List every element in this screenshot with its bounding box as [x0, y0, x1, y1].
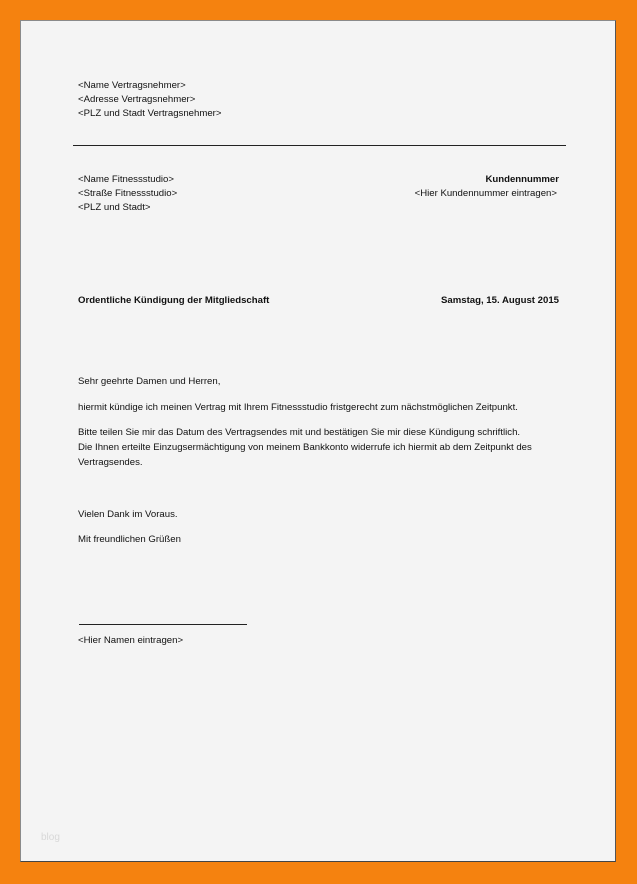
- sender-city: <PLZ und Stadt Vertragsnehmer>: [78, 108, 222, 119]
- salutation: Sehr geehrte Damen und Herren,: [78, 376, 221, 387]
- recipient-street: <Straße Fitnessstudio>: [78, 188, 178, 199]
- letter-date: Samstag, 15. August 2015: [440, 295, 559, 306]
- sender-address: <Adresse Vertragsnehmer>: [78, 94, 196, 105]
- recipient-name: <Name Fitnessstudio>: [78, 174, 174, 185]
- signature-line: [79, 624, 247, 625]
- body-paragraph-2-line-1: Bitte teilen Sie mir das Datum des Vertragsendes mit und bestätigen Sie mir diese Kündigung schriftlich.: [78, 427, 521, 438]
- watermark-text: blog: [41, 832, 60, 843]
- body-paragraph-1: hiermit kündige ich meinen Vertrag mit Ihrem Fitnessstudio fristgerecht zum nächstmöglichen Zeitpunkt.: [78, 402, 518, 413]
- body-paragraph-2-line-3: Vertragsendes.: [78, 457, 143, 468]
- header-divider: [73, 145, 566, 146]
- letter-page: [20, 20, 616, 862]
- body-paragraph-2-line-2: Die Ihnen erteilte Einzugsermächtigung von meinem Bankkonto widerrufe ich hiermit ab dem Zeitpunkt des: [78, 442, 532, 453]
- customer-number-label: Kundennummer: [485, 174, 559, 185]
- subject-title: Ordentliche Kündigung der Mitgliedschaft: [78, 295, 270, 306]
- recipient-city: <PLZ und Stadt>: [78, 202, 151, 213]
- closing-line: Mit freundlichen Grüßen: [78, 534, 181, 545]
- sender-name: <Name Vertragsnehmer>: [78, 80, 186, 91]
- signature-name: <Hier Namen eintragen>: [78, 635, 184, 646]
- customer-number-value: <Hier Kundennummer eintragen>: [414, 188, 557, 199]
- thanks-line: Vielen Dank im Voraus.: [78, 509, 178, 520]
